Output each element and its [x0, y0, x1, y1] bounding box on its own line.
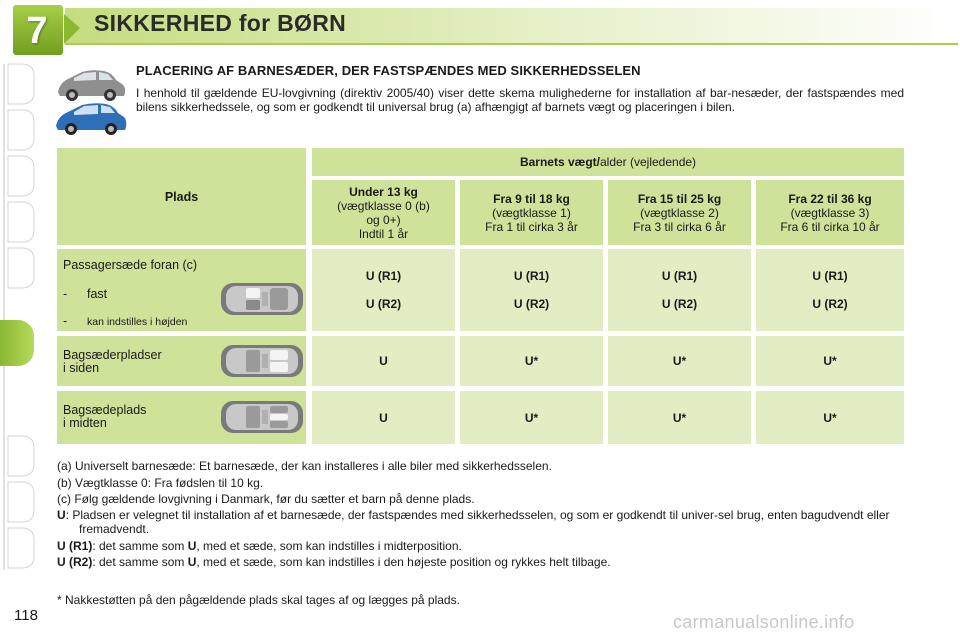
value: U*	[524, 410, 539, 425]
row-sub-adjustable: kan indstilles i højden	[87, 316, 188, 328]
cell-front-col3	[608, 249, 751, 331]
value-fixed: U (R1)	[661, 269, 698, 283]
cell-rear-side-col3	[608, 336, 751, 386]
cell-front-col2	[460, 249, 603, 331]
car-seat-diagram-rear-side	[220, 344, 304, 378]
note-ur1-u: U	[187, 538, 197, 553]
cell-rear-middle-col1	[312, 391, 455, 444]
col-title: Fra 22 til 36 kg	[788, 191, 872, 206]
cell-rear-side-col2	[460, 336, 603, 386]
cell-front-col1	[312, 249, 455, 331]
chapter-number: 7	[26, 9, 48, 52]
value-adjustable: U (R2)	[513, 297, 550, 311]
value-adjustable: U (R2)	[661, 297, 698, 311]
col-title: Under 13 kg	[349, 184, 418, 199]
col-line1: (vægtklasse 1)	[492, 205, 571, 220]
row-label-rear-middle-1: Bagsædeplads	[63, 403, 147, 417]
page-title: SIKKERHED for BØRN	[94, 10, 347, 36]
blue-car-icon	[56, 103, 126, 135]
col-line3: Indtil 1 år	[358, 226, 409, 241]
note-ur1	[57, 538, 907, 555]
note-ur2-text-b: , med et sæde, som kan indstilles i den højeste position og rykkes helt tilbage.	[196, 555, 611, 569]
col-line2: og 0+)	[366, 212, 401, 227]
value: U*	[672, 354, 687, 368]
watermark: carmanualsonline.info	[673, 612, 855, 632]
note-ur1-key: U (R1)	[57, 538, 93, 553]
page-number: 118	[14, 607, 38, 624]
value: U	[379, 410, 388, 425]
note-ur2	[57, 554, 907, 571]
weight-header	[312, 148, 904, 176]
note-ur1-text-a: : det samme som	[92, 538, 188, 553]
col-title: Fra 9 til 18 kg	[493, 191, 570, 206]
col-header-under-13	[312, 180, 455, 245]
row-label-front: Passagersæde foran (c)	[63, 258, 198, 272]
col-line2: Fra 1 til cirka 3 år	[485, 219, 578, 234]
row-dash-2: -	[63, 314, 68, 328]
note-ur2-text-a: : det samme som	[92, 555, 188, 569]
chapter-tab-active[interactable]	[0, 320, 34, 366]
col-line1: (vægtklasse 0 (b)	[337, 198, 430, 213]
cell-rear-middle-col4	[756, 391, 904, 444]
value-adjustable: U (R2)	[812, 297, 848, 311]
note-u-text: : Pladsen er velegnet til installation af et barnesæde, der fastspændes med sikkerhedsselen, og som er godkendt til univer-sel brug, enten bagudvendt eller fremadvendt.	[65, 507, 890, 536]
note-b: (b) Vægtklasse 0: Fra fødslen til 10 kg.	[57, 475, 264, 490]
col-line2: Fra 6 til cirka 10 år	[780, 219, 880, 234]
value-fixed: U (R1)	[812, 269, 848, 283]
note-ur2-u: U	[187, 555, 197, 569]
note-c: (c) Følg gældende lovgivning i Danmark, før du sætter et barn på denne plads.	[57, 492, 475, 506]
col-line1: (vægtklasse 3)	[790, 205, 870, 220]
col-header-22-36	[756, 180, 904, 245]
row-label-rear-side-2: i siden	[63, 361, 100, 375]
col-title: Fra 15 til 25 kg	[637, 191, 722, 206]
row-label-rear-middle-2: i midten	[63, 416, 107, 430]
intro-paragraph: I henhold til gældende EU-lovgivning (direktiv 2005/40) viser dette skema mulighederne for installation af bar-nesæder, der fastspændes med bilens sikkerhedssele, og som er godkendt til universal brug (a) afhængigt af barnets vægt og placeringen i bilen.	[136, 86, 904, 114]
value-adjustable: U (R2)	[365, 297, 402, 311]
weight-header-rest: alder (vejledende)	[599, 155, 697, 169]
value: U*	[672, 410, 687, 425]
note-u-key: U	[57, 507, 66, 522]
col-line1: (vægtklasse 2)	[640, 205, 719, 220]
col-header-15-25	[608, 180, 751, 245]
cell-rear-side-col1	[312, 336, 455, 386]
footnote: * Nakkestøtten på den pågældende plads skal tages af og lægges på plads.	[57, 593, 460, 607]
child-seat-table	[57, 148, 904, 444]
row-dash-1: -	[63, 287, 68, 301]
grey-car-icon	[58, 70, 125, 101]
car-seat-diagram-rear-middle	[220, 400, 304, 434]
col-header-9-18	[460, 180, 603, 245]
cell-rear-middle-col2	[460, 391, 603, 444]
cell-rear-side-col4	[756, 336, 904, 386]
value: U*	[823, 410, 837, 425]
notes-section	[57, 458, 907, 571]
value: U*	[524, 354, 539, 368]
rail-tabs-outline	[0, 58, 40, 578]
plads-label: Plads	[164, 189, 199, 204]
value: U*	[823, 354, 837, 368]
value-fixed: U (R1)	[513, 269, 550, 283]
row-header-front-seat	[57, 249, 306, 331]
value-fixed: U (R1)	[365, 269, 402, 283]
value: U	[379, 354, 388, 368]
note-u	[57, 508, 907, 536]
col-line2: Fra 3 til cirka 6 år	[633, 219, 726, 234]
chapter-tab-rail	[0, 58, 40, 578]
note-a: (a) Universelt barnesæde: Et barnesæde, der kan installeres i alle biler med sikkerhedsselen.	[57, 459, 552, 473]
car-icons	[52, 66, 128, 136]
cell-front-col4	[756, 249, 904, 331]
note-ur2-key: U (R2)	[57, 555, 93, 569]
row-header-rear-side	[57, 336, 306, 386]
note-ur1-text-b: , med et sæde, som kan indstilles i midterposition.	[196, 538, 462, 553]
row-header-rear-middle	[57, 391, 306, 444]
row-label-rear-side-1: Bagsæderpladser	[63, 348, 162, 362]
plads-header	[57, 148, 306, 245]
car-seat-diagram-front	[220, 282, 304, 316]
section-heading: PLACERING AF BARNESÆDER, DER FASTSPÆNDES MED SIKKERHEDSSELEN	[136, 63, 641, 78]
weight-header-bold: Barnets vægt/	[519, 155, 600, 169]
cell-rear-middle-col3	[608, 391, 751, 444]
row-sub-fixed: fast	[87, 287, 108, 301]
